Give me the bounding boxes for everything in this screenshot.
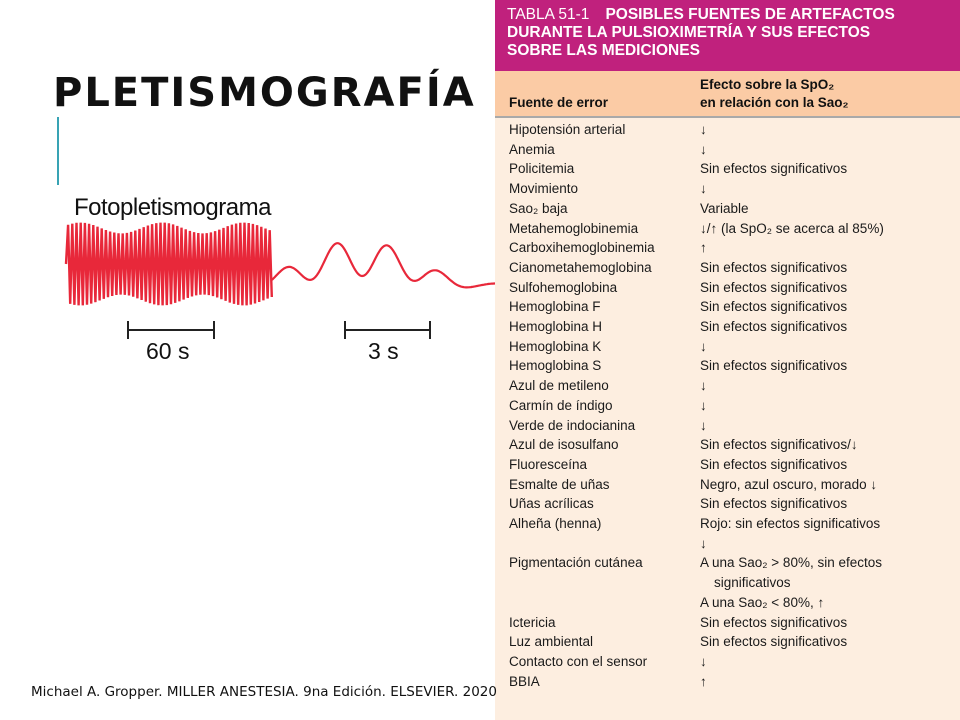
row-effect-line: Sin efectos significativos bbox=[700, 456, 848, 472]
row-effect bbox=[700, 297, 955, 317]
slide-title: PLETISMOGRAFÍA bbox=[53, 70, 476, 116]
row-effect-line: ↑ bbox=[700, 240, 707, 256]
row-effect-line: Negro, azul oscuro, morado ↓ bbox=[700, 476, 878, 492]
row-effect-line: ↑ bbox=[700, 673, 707, 689]
scale-label-3s: 3 s bbox=[368, 338, 399, 364]
row-effect bbox=[700, 396, 955, 416]
source-credit: Michael A. Gropper. MILLER ANESTESIA. 9na Edición. ELSEVIER. 2020 bbox=[31, 684, 497, 700]
table-row bbox=[495, 258, 960, 278]
row-effect-line: ↓ bbox=[700, 378, 707, 394]
row-source: Hemoglobina S bbox=[509, 358, 602, 374]
row-effect bbox=[700, 317, 955, 337]
row-effect-line: Sin efectos significativos bbox=[700, 279, 848, 295]
table-row bbox=[495, 199, 960, 219]
row-effect-line: Sin efectos significativos bbox=[700, 614, 848, 630]
table-row bbox=[495, 652, 960, 672]
table-row bbox=[495, 455, 960, 475]
row-source: Hipotensión arterial bbox=[509, 122, 626, 137]
fast-waveform-trace bbox=[66, 223, 272, 306]
row-effect-line: ↓ bbox=[700, 141, 707, 157]
row-source: Anemia bbox=[509, 141, 555, 157]
row-source: Metahemoglobinemia bbox=[509, 220, 639, 236]
caption-line-2: DURANTE LA PULSIOXIMETRÍA Y SUS EFECTOS bbox=[507, 24, 871, 41]
row-source: Sao₂ baja bbox=[509, 200, 568, 216]
row-effect-line: Sin efectos significativos bbox=[700, 358, 848, 374]
column-header-effect bbox=[700, 76, 849, 112]
row-effect-line: Sin efectos significativos bbox=[700, 496, 848, 512]
table-row bbox=[495, 317, 960, 337]
row-source: Luz ambiental bbox=[509, 634, 594, 650]
table-row bbox=[495, 396, 960, 416]
table-row bbox=[495, 140, 960, 160]
scale-label-60s: 60 s bbox=[146, 338, 190, 364]
table-caption bbox=[507, 6, 895, 60]
table-column-headers bbox=[495, 71, 960, 118]
row-effect-line: ↓ bbox=[700, 181, 707, 197]
row-effect-line: ↓/↑ (la SpO₂ se acerca al 85%) bbox=[700, 220, 884, 236]
table-row bbox=[495, 376, 960, 396]
table-row bbox=[495, 179, 960, 199]
table-row bbox=[495, 278, 960, 298]
artifact-table bbox=[495, 0, 960, 720]
photoplethysmogram-figure bbox=[60, 188, 496, 378]
row-effect-line: ↓ bbox=[700, 653, 707, 669]
row-effect bbox=[700, 258, 955, 278]
row-effect-line: ↓ bbox=[700, 535, 707, 551]
row-effect-line: Sin efectos significativos bbox=[700, 634, 848, 650]
row-source: BBIA bbox=[509, 673, 540, 689]
table-row bbox=[495, 475, 960, 495]
table-row bbox=[495, 514, 960, 553]
row-effect bbox=[700, 416, 955, 436]
row-effect bbox=[700, 337, 955, 357]
row-effect-line: A una Sao₂ > 80%, sin efectos bbox=[700, 555, 882, 571]
table-row bbox=[495, 553, 960, 612]
row-effect bbox=[700, 199, 955, 219]
row-effect-line: Sin efectos significativos/↓ bbox=[700, 437, 858, 453]
row-effect bbox=[700, 238, 955, 258]
row-source: Esmalte de uñas bbox=[509, 476, 610, 492]
row-source: Alheña (henna) bbox=[509, 516, 602, 532]
row-source: Hemoglobina K bbox=[509, 338, 602, 354]
caption-line-1: POSIBLES FUENTES DE ARTEFACTOS bbox=[605, 6, 895, 23]
row-source: Hemoglobina F bbox=[509, 299, 601, 315]
table-row bbox=[495, 356, 960, 376]
table-row bbox=[495, 672, 960, 692]
row-effect-line: ↓ bbox=[700, 417, 707, 433]
row-effect bbox=[700, 278, 955, 298]
row-effect-line: ↓ bbox=[700, 338, 707, 354]
row-source: Azul de metileno bbox=[509, 378, 609, 394]
row-effect bbox=[700, 179, 955, 199]
row-effect bbox=[700, 475, 955, 495]
row-source: Fluoresceína bbox=[509, 456, 588, 472]
row-source: Sulfohemoglobina bbox=[509, 279, 618, 295]
row-effect-line: significativos bbox=[714, 575, 791, 591]
row-effect bbox=[700, 356, 955, 376]
row-source: Movimiento bbox=[509, 181, 579, 197]
row-source: Ictericia bbox=[509, 614, 556, 630]
row-effect bbox=[700, 455, 955, 475]
scale-bar-60s bbox=[128, 321, 214, 339]
row-effect bbox=[700, 435, 955, 455]
table-row bbox=[495, 435, 960, 455]
row-source: Policitemia bbox=[509, 161, 575, 177]
row-effect bbox=[700, 632, 955, 652]
table-row bbox=[495, 238, 960, 258]
table-row bbox=[495, 613, 960, 633]
row-effect bbox=[700, 140, 955, 160]
row-effect-line: Sin efectos significativos bbox=[700, 259, 848, 275]
row-effect bbox=[700, 613, 955, 633]
table-row bbox=[495, 494, 960, 514]
row-source: Contacto con el sensor bbox=[509, 653, 648, 669]
title-accent-line bbox=[57, 117, 59, 185]
slow-waveform-trace bbox=[272, 243, 496, 287]
row-effect-line: Sin efectos significativos bbox=[700, 299, 848, 315]
caption-line-3: SOBRE LAS MEDICIONES bbox=[507, 42, 700, 59]
table-row bbox=[495, 632, 960, 652]
row-source: Carmín de índigo bbox=[509, 397, 613, 413]
table-row bbox=[495, 416, 960, 436]
row-effect bbox=[700, 514, 955, 553]
table-row bbox=[495, 297, 960, 317]
table-row bbox=[495, 337, 960, 357]
row-source: Pigmentación cutánea bbox=[509, 555, 643, 571]
row-effect bbox=[700, 672, 955, 692]
row-source: Hemoglobina H bbox=[509, 319, 603, 335]
row-source: Azul de isosulfano bbox=[509, 437, 619, 453]
table-number: TABLA 51-1 bbox=[507, 6, 590, 23]
row-effect bbox=[700, 120, 955, 140]
scale-bar-3s bbox=[345, 321, 430, 339]
row-effect-line: Sin efectos significativos bbox=[700, 161, 848, 177]
row-effect-line: A una Sao₂ < 80%, ↑ bbox=[700, 594, 825, 610]
column-header-source: Fuente de error bbox=[509, 95, 609, 110]
row-source: Carboxihemoglobinemia bbox=[509, 240, 655, 256]
column-header-effect-line-2: en relación con la Sao₂ bbox=[700, 95, 849, 110]
column-header-effect-line-1: Efecto sobre la SpO₂ bbox=[700, 77, 835, 92]
row-effect-line: Sin efectos significativos bbox=[700, 319, 848, 335]
row-effect bbox=[700, 553, 955, 612]
row-effect bbox=[700, 219, 955, 239]
row-effect-line: ↓ bbox=[700, 122, 707, 137]
row-effect bbox=[700, 652, 955, 672]
row-effect-line: ↓ bbox=[700, 397, 707, 413]
row-source: Cianometahemoglobina bbox=[509, 259, 652, 275]
row-effect bbox=[700, 376, 955, 396]
row-effect-line: Rojo: sin efectos significativos bbox=[700, 516, 881, 532]
figure-title: Fotopletismograma bbox=[74, 194, 271, 221]
row-source: Verde de indocianina bbox=[509, 417, 636, 433]
row-source: Uñas acrílicas bbox=[509, 496, 594, 512]
table-row bbox=[495, 159, 960, 179]
table-row bbox=[495, 219, 960, 239]
row-effect bbox=[700, 159, 955, 179]
table-row bbox=[495, 120, 960, 140]
row-effect-line: Variable bbox=[700, 200, 749, 216]
row-effect bbox=[700, 494, 955, 514]
table-body bbox=[495, 120, 960, 691]
table-caption-bar bbox=[495, 0, 960, 71]
